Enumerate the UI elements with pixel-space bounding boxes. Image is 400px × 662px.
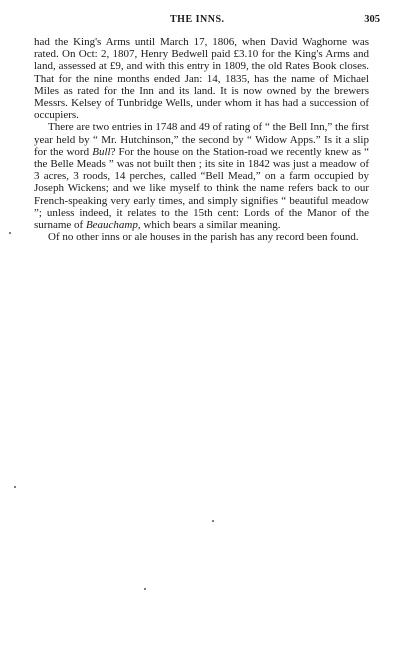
text-run: ? For the house on the Station-road we recently knew as “ the Belle Meads ” was not built then ; its site in 1842 was just a meadow of 3 acres, 3 roods, 14 perches, called “Bell Mead,” on a farm occupied by Joseph Wickens; and we like myself to think the name refers back to our French-speaking very early times, and simply signifies “ beautiful meadow ”; unless indeed, it relates to the 15th cent: Lords of the Manor of the surname of	[34, 145, 370, 232]
text-run: Of no other inns or ale houses in the parish has any record been found.	[48, 231, 359, 244]
italic-text-run: Beauchamp	[85, 219, 138, 232]
print-speck	[14, 486, 16, 488]
italic-text-run: Bull	[92, 145, 111, 158]
print-speck	[9, 232, 11, 234]
paragraph-bell-inn	[34, 121, 369, 231]
print-speck	[212, 520, 214, 522]
text-run: There are two entries in 1748 and 49 of rating of “ the Bell Inn,” the first year held by “ Mr. Hutchinson,” the second by “ Widow Apps.” Is it a slip for the word	[34, 121, 369, 158]
paragraph-kings-arms	[34, 36, 369, 121]
running-head	[40, 14, 380, 30]
paragraph-no-other-inns	[34, 231, 369, 243]
body-text	[34, 36, 369, 243]
text-run: , which bears a similar meaning.	[137, 219, 281, 232]
print-speck	[144, 588, 146, 590]
running-title: THE INNS.	[170, 14, 225, 25]
text-run: had the King's Arms until March 17, 1806, when David Waghorne was rated. On Oct: 2, 1807, Henry Bedwell paid £3.10 for the King's Arms and land, assessed at £9, and with this entry in 1809, the old Rates Book closes. That for the nine months ended Jan: 14, 1835, has the name of Michael Miles as rated for the Inn and its land. It is now owned by the brewers Messrs. Kelsey of Tunbridge Wells, under whom it has had a succession of occupiers.	[34, 36, 369, 122]
page-number: 305	[364, 14, 380, 25]
